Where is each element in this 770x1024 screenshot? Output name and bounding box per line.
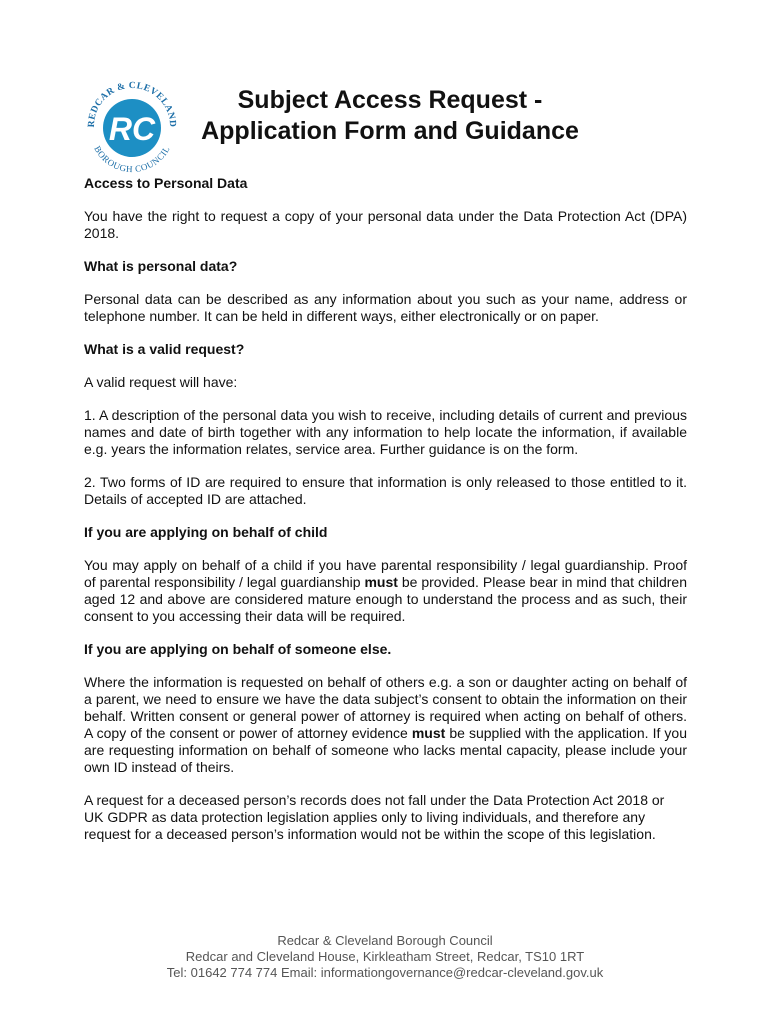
- someone-text-b: be supplied with the application. If you are requesting information on behalf of someone who lacks mental capacity, please include your own ID instead of theirs.: [84, 725, 687, 775]
- logo-monogram: RC: [108, 111, 156, 147]
- council-logo: [80, 74, 184, 178]
- document-body: [84, 175, 687, 843]
- council-logo-icon: [80, 74, 184, 178]
- child-text-b: be provided. Please bear in mind that children aged 12 and above are considered mature enough to understand the process and as such, their consent to you accessing their data will be required.: [84, 574, 688, 624]
- title-line-2: Application Form and Guidance: [201, 117, 579, 145]
- child-text-must: must: [364, 574, 398, 590]
- paragraph-valid-item-1: 1. A description of the personal data you wish to receive, including details of current and previous names and date of birth together with any information to help locate the information, if available e.g. years the information relates, service area. Further guidance is on the form.: [84, 407, 687, 457]
- paragraph-someone-else: [84, 674, 687, 776]
- footer-address: Redcar and Cleveland House, Kirkleatham Street, Redcar, TS10 1RT: [185, 949, 585, 964]
- heading-child: If you are applying on behalf of child: [84, 524, 328, 540]
- page-title: [180, 85, 600, 147]
- someone-text-must: must: [411, 725, 446, 741]
- child-text-a: You may apply on behalf of a child if you have parental responsibility / legal guardianship. Proof of parental responsibility / legal guardianship: [84, 557, 687, 590]
- paragraph-child: [84, 557, 687, 625]
- paragraph-valid-item-2: 2. Two forms of ID are required to ensure that information is only released to those entitled to it. Details of accepted ID are attached.: [84, 474, 687, 507]
- paragraph-valid-intro: A valid request will have:: [84, 374, 238, 390]
- heading-valid-request: What is a valid request?: [84, 341, 245, 357]
- heading-access: Access to Personal Data: [84, 175, 248, 191]
- heading-personal-data: What is personal data?: [84, 258, 238, 274]
- footer-contact: Tel: 01642 774 774 Email: informationgovernance@redcar-cleveland.gov.uk: [166, 965, 604, 980]
- logo-text-bottom: BOROUGH COUNCIL: [92, 144, 172, 175]
- someone-text-a: Where the information is requested on behalf of others e.g. a son or daughter acting on behalf of a parent, we need to ensure we have the data subject’s consent to obtain the information on their behalf. Written consent or general power of attorney is required when acting on behalf of others. A copy of the consent or power of attorney evidence: [84, 674, 687, 741]
- paragraph-deceased: A request for a deceased person’s records does not fall under the Data Protection Act 2018 or UK GDPR as data protection legislation applies only to living individuals, and therefore any request for a deceased person’s information would not be within the scope of this legislation.: [84, 792, 665, 842]
- footer-council-name: Redcar & Cleveland Borough Council: [277, 933, 493, 948]
- page-footer: [0, 933, 770, 981]
- logo-text-top: REDCAR & CLEVELAND: [86, 80, 178, 128]
- title-line-1: Subject Access Request -: [237, 86, 543, 114]
- paragraph-access: You have the right to request a copy of your personal data under the Data Protection Act (DPA) 2018.: [84, 208, 687, 241]
- paragraph-personal-data: Personal data can be described as any information about you such as your name, address or telephone number. It can be held in different ways, either electronically or on paper.: [84, 291, 687, 324]
- heading-someone-else: If you are applying on behalf of someone else.: [84, 641, 392, 657]
